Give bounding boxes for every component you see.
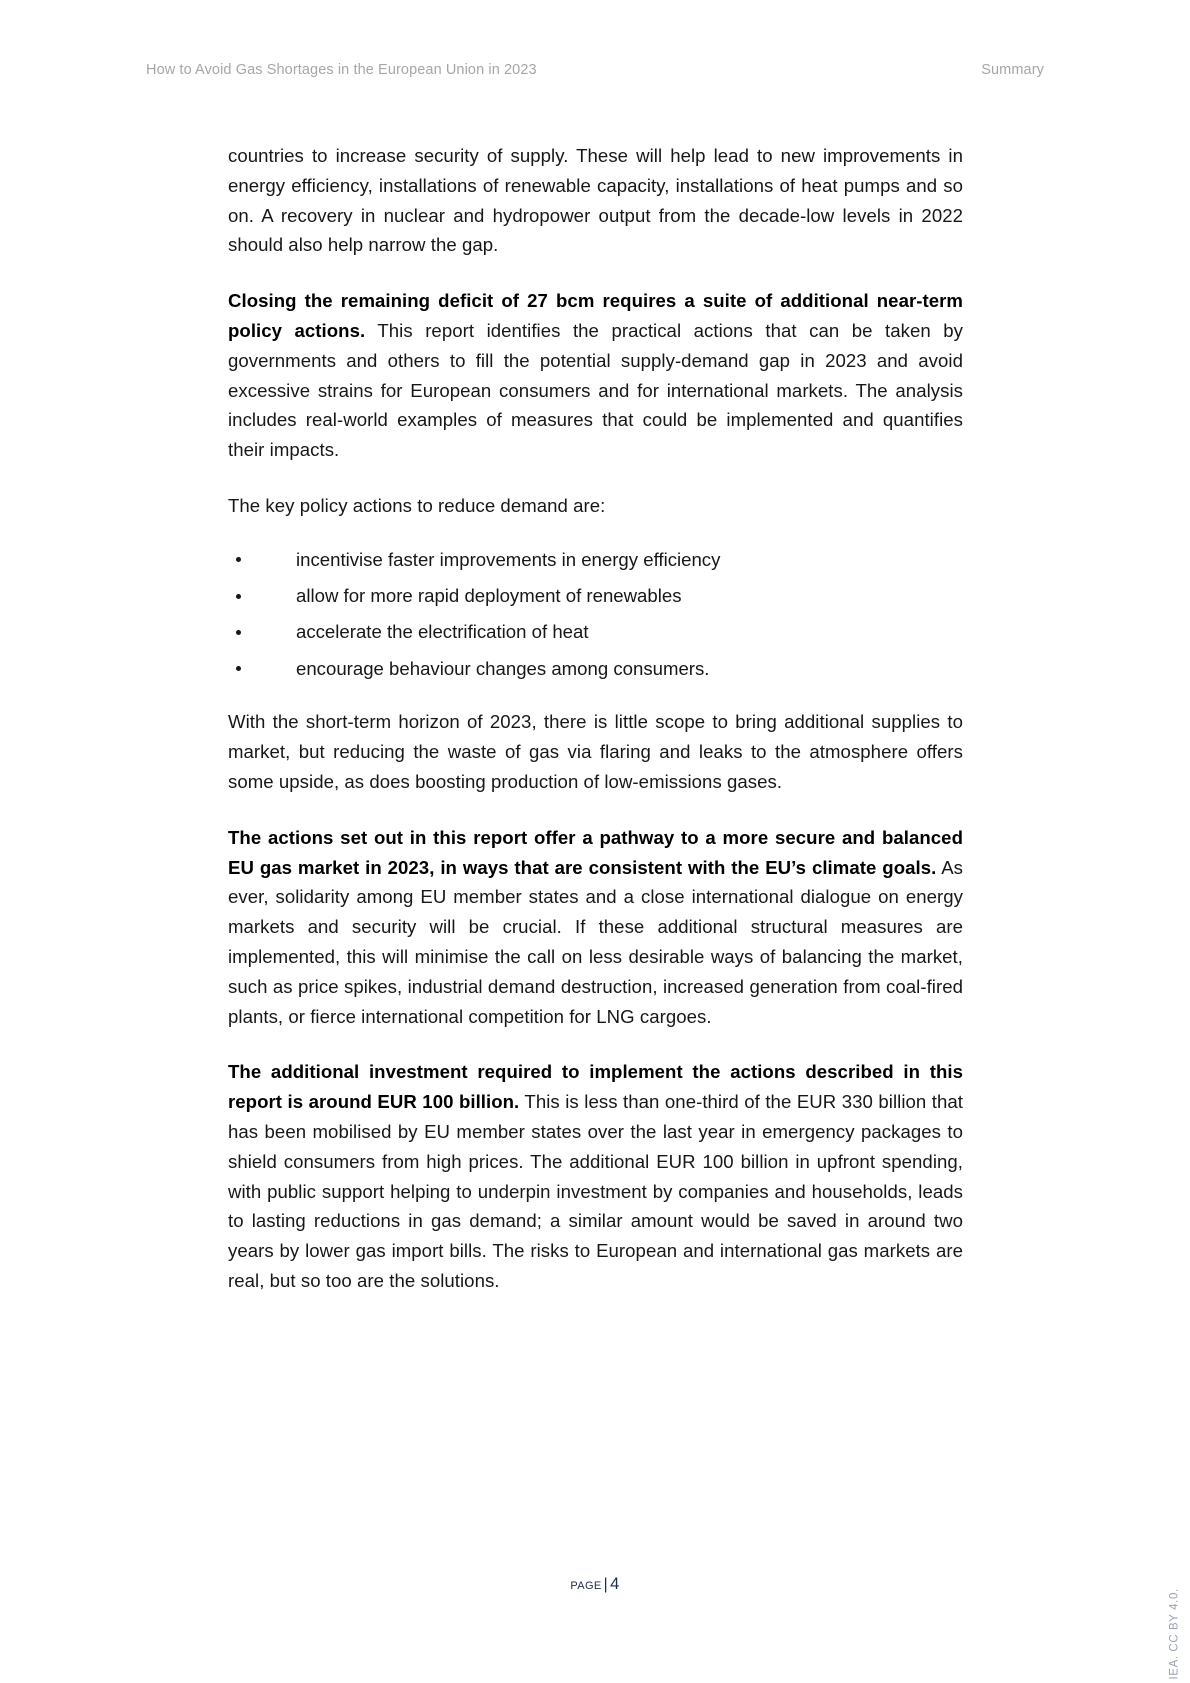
paragraph-closing-deficit xyxy=(228,286,963,465)
list-item xyxy=(228,545,963,575)
paragraph-additional-investment xyxy=(228,1057,963,1295)
paragraph-short-term-horizon: With the short-term horizon of 2023, there is little scope to bring additional supplies to market, but reducing the waste of gas via flaring and leaks to the atmosphere offers some upside, as does boosting production of low-emissions gases. xyxy=(228,711,963,793)
key-policy-actions-list xyxy=(228,545,963,684)
page-footer-separator: | xyxy=(603,1576,609,1593)
paragraph-actions-pathway-rest: As ever, solidarity among EU member states and a close international dialogue on energy markets and security will be crucial. If these additional structural measures are implemented, this will minimise the call on less desirable ways of balancing the market, such as price spikes, industrial demand destruction, increased generation from coal-fired plants, or fierce international competition for LNG cargoes. xyxy=(228,856,963,1027)
page-footer xyxy=(0,1575,1190,1594)
page-footer-label: page xyxy=(570,1576,602,1593)
list-item-label: incentivise faster improvements in energy efficiency xyxy=(296,548,721,570)
paragraph-additional-investment-lead: The additional investment required to implement the actions described in this report is around EUR 100 billion. xyxy=(228,1061,963,1113)
paragraph-key-policy-intro: The key policy actions to reduce demand are: xyxy=(228,494,606,516)
list-item-label: encourage behaviour changes among consumers. xyxy=(296,657,710,679)
paragraph-actions-pathway-lead: The actions set out in this report offer a pathway to a more secure and balanced EU gas market in 2023, in ways that are consistent with the EU’s climate goals. xyxy=(228,826,963,878)
running-header-title: How to Avoid Gas Shortages in the European Union in 2023 xyxy=(146,62,537,78)
paragraph-additional-investment-rest: This is less than one-third of the EUR 330 billion that has been mobilised by EU member states over the last year in emergency packages to shield consumers from high prices. The additional EUR 100 billion in upfront spending, with public support helping to underpin investment by companies and households, leads to lasting reductions in gas demand; a similar amount would be saved in around two years by lower gas import bills. The risks to European and international gas markets are real, but so too are the solutions. xyxy=(228,1091,963,1291)
bullet-dot-icon xyxy=(236,630,241,635)
bullet-dot-icon xyxy=(236,666,241,671)
bullet-dot-icon xyxy=(236,594,241,599)
list-item xyxy=(228,581,963,611)
bullet-dot-icon xyxy=(236,557,241,562)
list-item-label: accelerate the electrification of heat xyxy=(296,621,589,643)
running-header-section: Summary xyxy=(981,62,1044,78)
list-item xyxy=(228,617,963,647)
paragraph-closing-deficit-lead: Closing the remaining deficit of 27 bcm requires a suite of additional near-term policy actions. xyxy=(228,290,963,341)
paragraph-continued-supply: countries to increase security of supply. These will help lead to new improvements in energy efficiency, installations of renewable capacity, installations of heat pumps and so on. A recovery in nuclear and hydropower output from the decade-low levels in 2022 should also help narrow the gap. xyxy=(228,145,963,256)
document-body xyxy=(228,141,963,1296)
page-number: 4 xyxy=(610,1575,620,1593)
paragraph-actions-pathway xyxy=(228,823,963,1032)
list-item-label: allow for more rapid deployment of renewables xyxy=(296,585,682,607)
running-header xyxy=(146,62,1044,78)
side-license-credit: IEA. CC BY 4.0. xyxy=(1168,1588,1180,1680)
list-item xyxy=(228,654,963,684)
paragraph-closing-deficit-rest: This report identifies the practical actions that can be taken by governments and others to fill the potential supply-demand gap in 2023 and avoid excessive strains for European consumers and for international markets. The analysis includes real-world examples of measures that could be implemented and quantifies their impacts. xyxy=(228,319,963,461)
